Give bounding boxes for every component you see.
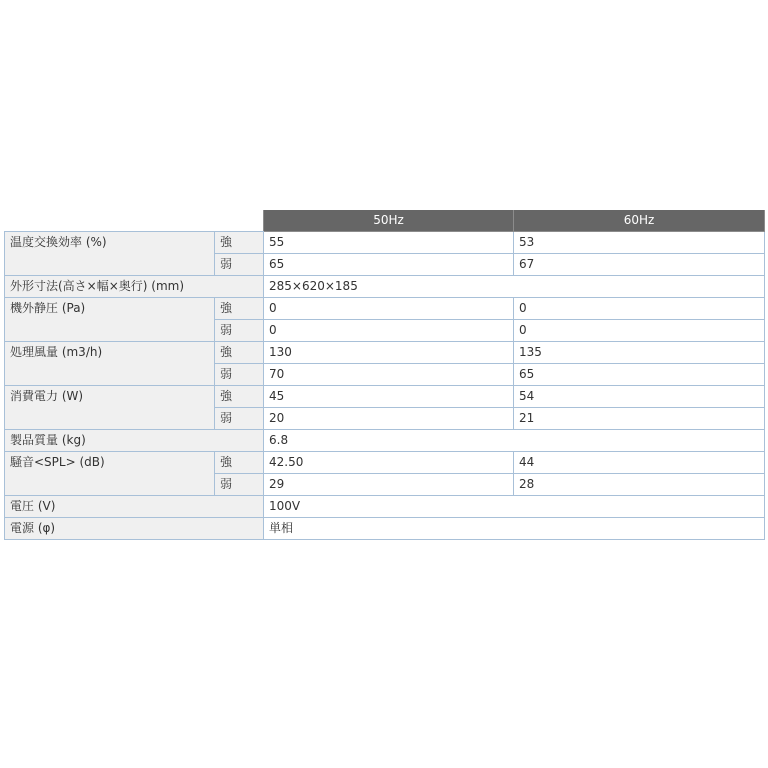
value-60hz: 135 bbox=[514, 342, 765, 364]
mode-strong: 強 bbox=[215, 298, 264, 320]
value-voltage: 100V bbox=[264, 496, 765, 518]
mode-weak: 弱 bbox=[215, 254, 264, 276]
mode-weak: 弱 bbox=[215, 364, 264, 386]
mode-weak: 弱 bbox=[215, 320, 264, 342]
value-50hz: 65 bbox=[264, 254, 514, 276]
mode-strong: 強 bbox=[215, 452, 264, 474]
value-60hz: 21 bbox=[514, 408, 765, 430]
value-50hz: 45 bbox=[264, 386, 514, 408]
table-row bbox=[5, 386, 765, 408]
table-row bbox=[5, 232, 765, 254]
mode-strong: 強 bbox=[215, 342, 264, 364]
spec-table bbox=[4, 210, 765, 540]
value-60hz: 65 bbox=[514, 364, 765, 386]
value-60hz: 0 bbox=[514, 298, 765, 320]
mode-weak: 弱 bbox=[215, 408, 264, 430]
value-mass: 6.8 bbox=[264, 430, 765, 452]
value-50hz: 70 bbox=[264, 364, 514, 386]
value-phase: 単相 bbox=[264, 518, 765, 540]
table-row bbox=[5, 452, 765, 474]
value-60hz: 28 bbox=[514, 474, 765, 496]
value-50hz: 20 bbox=[264, 408, 514, 430]
value-50hz: 29 bbox=[264, 474, 514, 496]
row-label-airflow: 処理風量 (m3/h) bbox=[5, 342, 215, 386]
row-label-power: 消費電力 (W) bbox=[5, 386, 215, 430]
table-row bbox=[5, 430, 765, 452]
table-row bbox=[5, 298, 765, 320]
value-50hz: 130 bbox=[264, 342, 514, 364]
value-60hz: 44 bbox=[514, 452, 765, 474]
row-label-temp-exchange: 温度交換効率 (%) bbox=[5, 232, 215, 276]
value-60hz: 0 bbox=[514, 320, 765, 342]
table-row bbox=[5, 518, 765, 540]
value-50hz: 0 bbox=[264, 320, 514, 342]
mode-weak: 弱 bbox=[215, 474, 264, 496]
row-label-dimensions: 外形寸法(高さ×幅×奥行) (mm) bbox=[5, 276, 264, 298]
value-60hz: 53 bbox=[514, 232, 765, 254]
row-label-mass: 製品質量 (kg) bbox=[5, 430, 264, 452]
row-label-voltage: 電圧 (V) bbox=[5, 496, 264, 518]
row-label-static-pressure: 機外静圧 (Pa) bbox=[5, 298, 215, 342]
header-50hz: 50Hz bbox=[264, 210, 514, 232]
value-60hz: 54 bbox=[514, 386, 765, 408]
value-60hz: 67 bbox=[514, 254, 765, 276]
value-50hz: 42.50 bbox=[264, 452, 514, 474]
table-row bbox=[5, 276, 765, 298]
mode-strong: 強 bbox=[215, 232, 264, 254]
value-dimensions: 285×620×185 bbox=[264, 276, 765, 298]
table-header-row bbox=[5, 210, 765, 232]
value-50hz: 0 bbox=[264, 298, 514, 320]
table-row bbox=[5, 342, 765, 364]
header-60hz: 60Hz bbox=[514, 210, 765, 232]
row-label-noise: 騒音<SPL> (dB) bbox=[5, 452, 215, 496]
mode-strong: 強 bbox=[215, 386, 264, 408]
row-label-phase: 電源 (φ) bbox=[5, 518, 264, 540]
table-row bbox=[5, 496, 765, 518]
header-blank-cell bbox=[5, 210, 264, 232]
value-50hz: 55 bbox=[264, 232, 514, 254]
